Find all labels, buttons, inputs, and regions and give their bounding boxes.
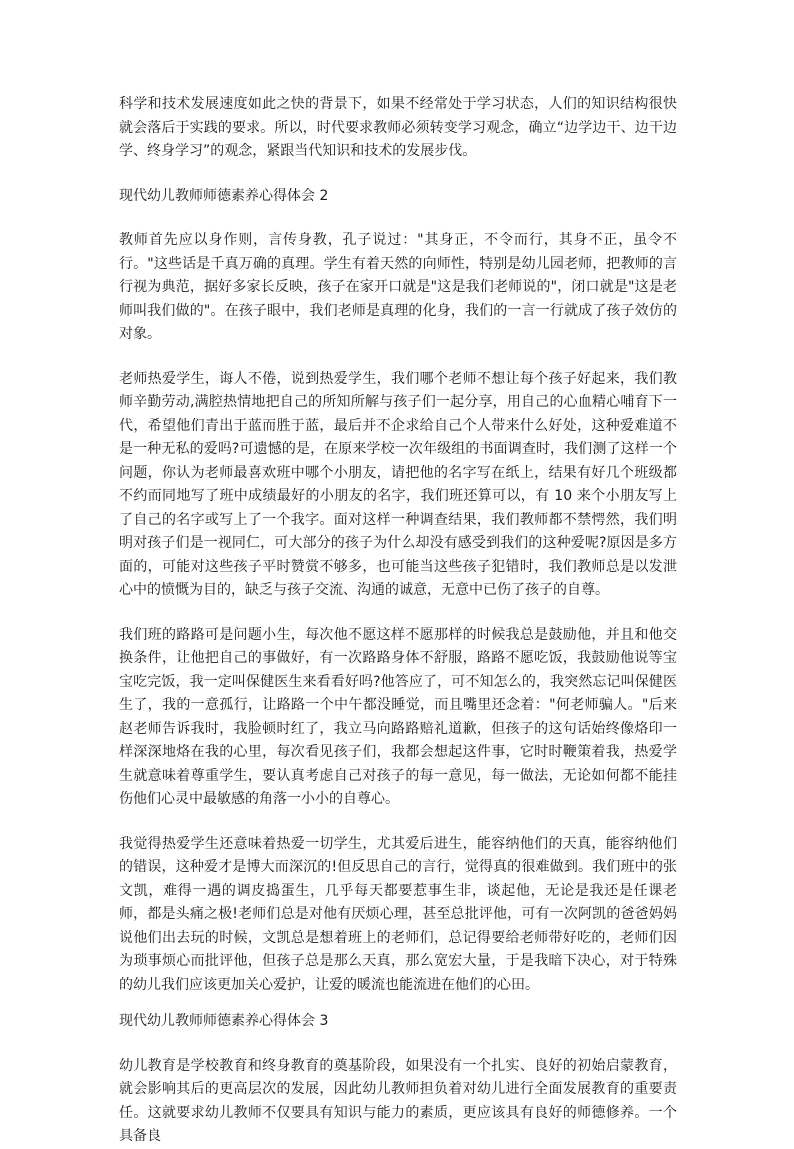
document-page bbox=[119, 93, 677, 1149]
spacer bbox=[119, 208, 677, 229]
paragraph-3: 老师热爱学生，诲人不倦，说到热爱学生，我们哪个老师不想让每个孩子好起来，我们教师辛勤劳动,满腔热情地把自己的所知所解与孩子们一起分享，用自己的心血精心哺育下一代，希望他们青出于蓝而胜于蓝，最后并不企求给自己个人带来什么好处，这种爱难道不是一种无私的爱吗?可遗憾的是，在原来学校一次年级组的书面调查时，我们测了这样一个问题，你认为老师最喜欢班中哪个小朋友，请把他的名字写在纸上，结果有好几个班级都不约而同地写了班中成绩最好的小朋友的名字，我们班还算可以，有 10 来个小朋友写上了自己的名字或写上了一个我字。面对这样一种调查结果，我们教师都不禁愕然，我们明明对孩子们是一视同仁，可大部分的孩子为什么却没有感受到我们的这种爱呢?原因是多方面的，可能对这些孩子平时赞赏不够多，也可能当这些孩子犯错时，我们教师总是以发泄心中的愤慨为目的，缺乏与孩子交流、沟通的诚意，无意中已伤了孩子的自尊。 bbox=[119, 370, 677, 598]
section-heading-2: 现代幼儿教师师德素养心得体会 2 bbox=[119, 187, 329, 204]
paragraph-2: 教师首先应以身作则，言传身教，孔子说过："其身正，不令而行，其身不正，虽令不行。"这些话是千真万确的真理。学生有着天然的向师性，特别是幼儿园老师，把教师的言行视为典范，据好多家长反映，孩子在家开口就是"这是我们老师说的"，闭口就是"这是老师叫我们做的"。在孩子眼中，我们老师是真理的化身，我们的一言一行就成了孩子效仿的对象。 bbox=[119, 232, 677, 342]
spacer bbox=[119, 603, 677, 624]
spacer bbox=[119, 164, 677, 185]
paragraph-5: 我觉得热爱学生还意味着热爱一切学生，尤其爱后进生，能容纳他们的天真，能容纳他们的错误，这种爱才是博大而深沉的!但反思自己的言行，觉得真的很难做到。我们班中的张文凯，难得一遇的调皮捣蛋生，几乎每天都要惹事生非，谈起他，无论是我还是任课老师，都是头痛之极!老师们总是对他有厌烦心理，甚至总批评他，可有一次阿凯的爸爸妈妈说他们出去玩的时候，文凯总是想着班上的老师们，总记得要给老师带好吃的，老师们因为琐事烦心而批评他，但孩子总是那么天真，那么宽宏大量，于是我暗下决心，对于特殊的幼儿我们应该更加关心爱护，让爱的暖流也能流进在他们的心田。 bbox=[119, 835, 677, 993]
spacer bbox=[119, 812, 677, 833]
paragraph-4: 我们班的路路可是问题小生，每次他不愿这样不愿那样的时候我总是鼓励他，并且和他交换条件，让他把自己的事做好，有一次路路身体不舒服，路路不愿吃饭，我鼓励他说等宝宝吃完饭，我一定叫保健医生来看看好吗?他答应了，可不知怎么的，我突然忘记叫保健医生了，我的一意孤行，让路路一个中午都没睡觉，而且嘴里还念着："何老师骗人。"后来赵老师告诉我时，我脸顿时红了，我立马向路路赔礼道歉，但孩子的这句话始终像烙印一样深深地烙在我的心里，每次看见孩子们，我都会想起这件事，它时时鞭策着我，热爱学生就意味着尊重学生，要认真考虑自己对孩子的每一意见，每一做法，无论如何都不能挂伤他们心灵中最敏感的角落一小小的自尊心。 bbox=[119, 626, 677, 807]
section-heading-3: 现代幼儿教师师德素养心得体会 3 bbox=[119, 1013, 329, 1029]
paragraph-6: 幼儿教育是学校教育和终身教育的奠基阶段，如果没有一个扎实、良好的初始启蒙教育，就会影响其后的更高层次的发展，因此幼儿教师担负着对幼儿进行全面发展教育的重要责任。这就要求幼儿教师不仅要具有知识与能力的素质，更应该具有良好的师德修养。一个具备良 bbox=[119, 1057, 677, 1144]
spacer bbox=[119, 997, 677, 1010]
spacer bbox=[119, 1034, 677, 1055]
spacer bbox=[119, 347, 677, 368]
paragraph-1: 科学和技术发展速度如此之快的背景下，如果不经常处于学习状态，人们的知识结构很快就会落后于实践的要求。所以，时代要求教师必须转变学习观念，确立“边学边干、边干边学、终身学习”的观念，紧跟当代知识和技术的发展步伐。 bbox=[119, 96, 677, 159]
